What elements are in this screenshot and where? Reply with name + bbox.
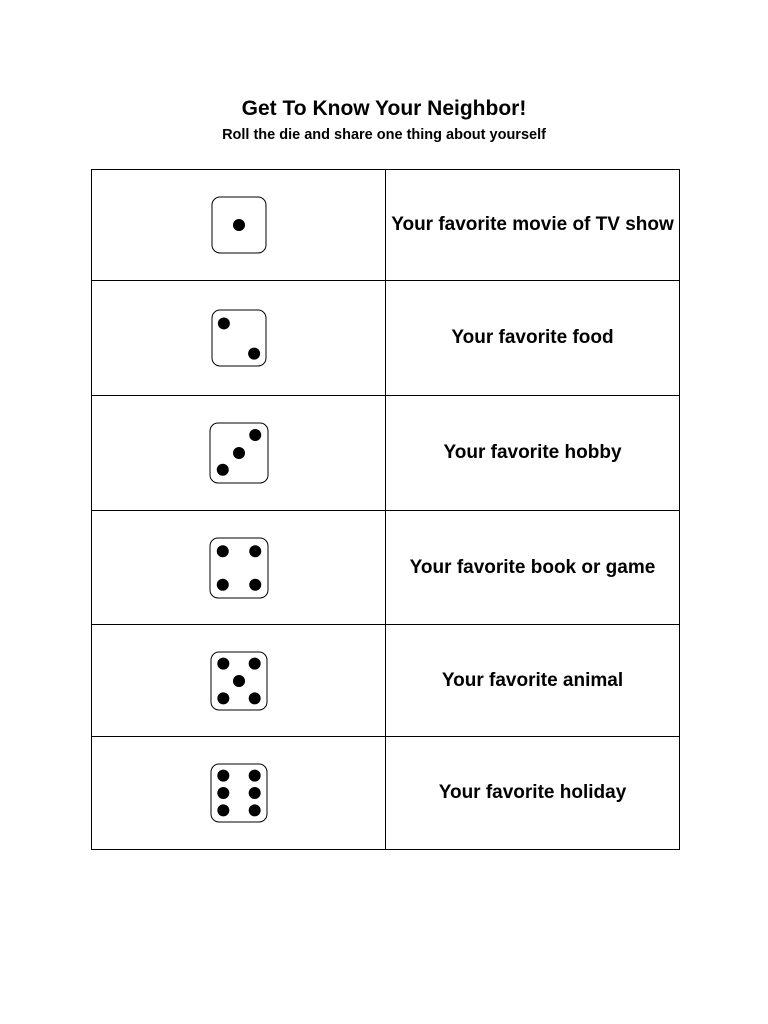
- die-pip: [216, 578, 228, 590]
- die-cell: [92, 625, 386, 737]
- die-pip: [217, 770, 229, 782]
- die-face-1-icon: [211, 196, 267, 254]
- die-pip: [248, 770, 260, 782]
- die-cell: [92, 396, 386, 511]
- die-face-3-icon: [209, 422, 269, 484]
- die-pip: [233, 447, 245, 459]
- die-pip: [217, 692, 229, 704]
- die-pip: [233, 675, 245, 687]
- table-row: [92, 625, 680, 737]
- table-row: [92, 170, 680, 281]
- die-cell: [92, 281, 386, 396]
- prompt-cell: Your favorite holiday: [386, 737, 680, 850]
- table-row: [92, 396, 680, 511]
- page-title: Get To Know Your Neighbor!: [241, 97, 527, 120]
- die-pip: [217, 317, 229, 329]
- die-pip: [216, 464, 228, 476]
- die-pip: [249, 578, 261, 590]
- die-pip: [249, 545, 261, 557]
- dice-prompt-table: [91, 169, 680, 850]
- die-pip: [217, 657, 229, 669]
- die-pip: [248, 657, 260, 669]
- prompt-cell: Your favorite food: [386, 281, 680, 396]
- prompt-cell: Your favorite animal: [386, 625, 680, 737]
- prompt-cell: Your favorite book or game: [386, 511, 680, 625]
- table-row: [92, 737, 680, 850]
- page-subtitle: Roll the die and share one thing about yourself: [222, 127, 546, 143]
- die-pip: [233, 219, 245, 231]
- die-pip: [248, 692, 260, 704]
- table-row: [92, 511, 680, 625]
- prompt-cell: Your favorite hobby: [386, 396, 680, 511]
- die-pip: [217, 787, 229, 799]
- die-face-6-icon: [210, 763, 268, 823]
- die-pip: [248, 348, 260, 360]
- die-face-4-icon: [209, 537, 269, 599]
- die-pip: [249, 429, 261, 441]
- die-cell: [92, 737, 386, 850]
- die-pip: [248, 787, 260, 799]
- die-pip: [216, 545, 228, 557]
- die-cell: [92, 511, 386, 625]
- die-face-5-icon: [210, 651, 268, 711]
- table-row: [92, 281, 680, 396]
- die-face-2-icon: [211, 309, 267, 367]
- die-cell: [92, 170, 386, 281]
- die-pip: [217, 804, 229, 816]
- prompt-cell: Your favorite movie of TV show: [386, 170, 680, 281]
- die-pip: [248, 804, 260, 816]
